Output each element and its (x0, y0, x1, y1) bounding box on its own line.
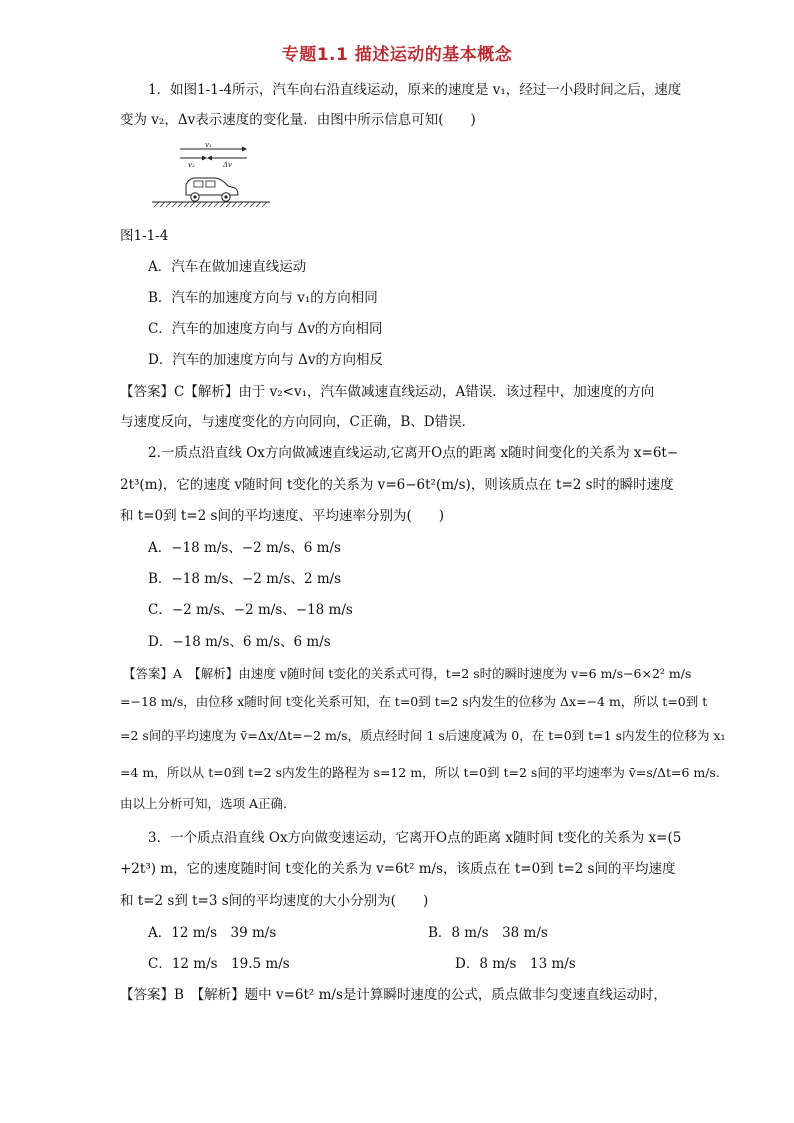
q1-answer-line1: 【答案】C【解析】由于 v₂<v₁，汽车做减速直线运动，A错误．该过程中，加速度的方向 (120, 384, 655, 400)
q2-answer-line1: 【答案】A 【解析】由速度 v随时间 t变化的关系式可得，t=2 s时的瞬时速度为 v=6 m/s−6×2² m/s (123, 666, 692, 681)
q3-option-d: D．8 m/s 13 m/s (455, 956, 576, 972)
q3-option-b: B．8 m/s 38 m/s (428, 925, 548, 941)
q1-option-a: A．汽车在做加速直线运动 (148, 259, 307, 275)
q1-stem-line1: 1．如图1-1-4所示，汽车向右沿直线运动，原来的速度是 v₁，经过一小段时间之后，速度 (148, 82, 682, 98)
v2-label: v₂ (188, 161, 195, 169)
car-window-icon (206, 181, 215, 187)
q2-stem-line3: 和 t=0到 t=2 s间的平均速度、平均速率分别为( ) (120, 508, 444, 524)
v1-label: v₁ (205, 142, 212, 149)
q3-stem-line2: +2t³) m，它的速度随时间 t变化的关系为 v=6t² m/s，该质点在 t=0到 t=2 s间的平均速度 (120, 861, 676, 877)
v1-arrowhead (242, 147, 247, 152)
q1-stem-line2: 变为 v₂，Δv表示速度的变化量．由图中所示信息可知( ) (120, 112, 476, 128)
q2-option-c: C．−2 m/s、−2 m/s、−18 m/s (148, 602, 353, 618)
q2-answer-line2: =−18 m/s，由位移 x随时间 t变化关系可知，在 t=0到 t=2 s内发生的位移为 Δx=−4 m，所以 t=0到 t (120, 694, 708, 709)
car-wheel-hub-icon (193, 195, 196, 198)
q2-stem-line1: 2.一质点沿直线 Ox方向做减速直线运动,它离开O点的距离 x随时间变化的关系为 x=6t− (148, 445, 679, 461)
q1-option-d: D．汽车的加速度方向与 Δv的方向相反 (148, 352, 383, 368)
q1-answer-line2: 与速度反向，与速度变化的方向同向，C正确，B、D错误． (120, 414, 476, 430)
q2-option-b: B．−18 m/s、−2 m/s、2 m/s (148, 571, 342, 587)
q2-answer-line4: =4 m，所以从 t=0到 t=2 s内发生的路程为 s=12 m，所以 t=0到 t=2 s间的平均速率为 v̄=s/Δt=6 m/s. (120, 765, 720, 780)
q2-answer-line5: 由以上分析可知，选项 A正确. (120, 796, 287, 811)
q2-option-d: D．−18 m/s、6 m/s、6 m/s (148, 634, 331, 650)
q1-option-c: C．汽车的加速度方向与 Δv的方向相同 (148, 321, 383, 337)
q2-answer-line3: =2 s间的平均速度为 v̄=Δx/Δt=−2 m/s，质点经时间 1 s后速度减为 0，在 t=0到 t=1 s内发生的位移为 x₁ (120, 728, 726, 743)
q3-stem-line1: 3．一个质点沿直线 Ox方向做变速运动，它离开O点的距离 x随时间 t变化的关系为 x=(5 (148, 830, 682, 846)
q3-stem-line3: 和 t=2 s到 t=3 s间的平均速度的大小分别为( ) (120, 893, 429, 909)
q3-answer-line1: 【答案】B 【解析】题中 v=6t² m/s是计算瞬时速度的公式，质点做非匀变速直线运动时， (120, 987, 667, 1003)
q1-option-b: B．汽车的加速度方向与 v₁的方向相同 (148, 290, 378, 306)
car-window-icon (194, 181, 203, 187)
q3-option-c: C．12 m/s 19.5 m/s (148, 956, 290, 972)
car-wheel-hub-icon (224, 195, 227, 198)
q3-option-a: A．12 m/s 39 m/s (148, 925, 277, 941)
q1-figure-caption: 图1-1-4 (120, 228, 169, 244)
q2-option-a: A．−18 m/s、−2 m/s、6 m/s (148, 540, 341, 556)
page-title: 专题1.1 描述运动的基本概念 (281, 45, 513, 65)
v2-arrowhead (202, 156, 207, 161)
q1-car-figure (150, 142, 272, 210)
dv-arrowhead (207, 156, 212, 161)
dv-label: Δv (223, 161, 233, 169)
ground-hatching (154, 202, 267, 207)
q2-stem-line2: 2t³(m)，它的速度 v随时间 t变化的关系为 v=6−6t²(m/s)，则该质点在 t=2 s时的瞬时速度 (120, 477, 674, 493)
